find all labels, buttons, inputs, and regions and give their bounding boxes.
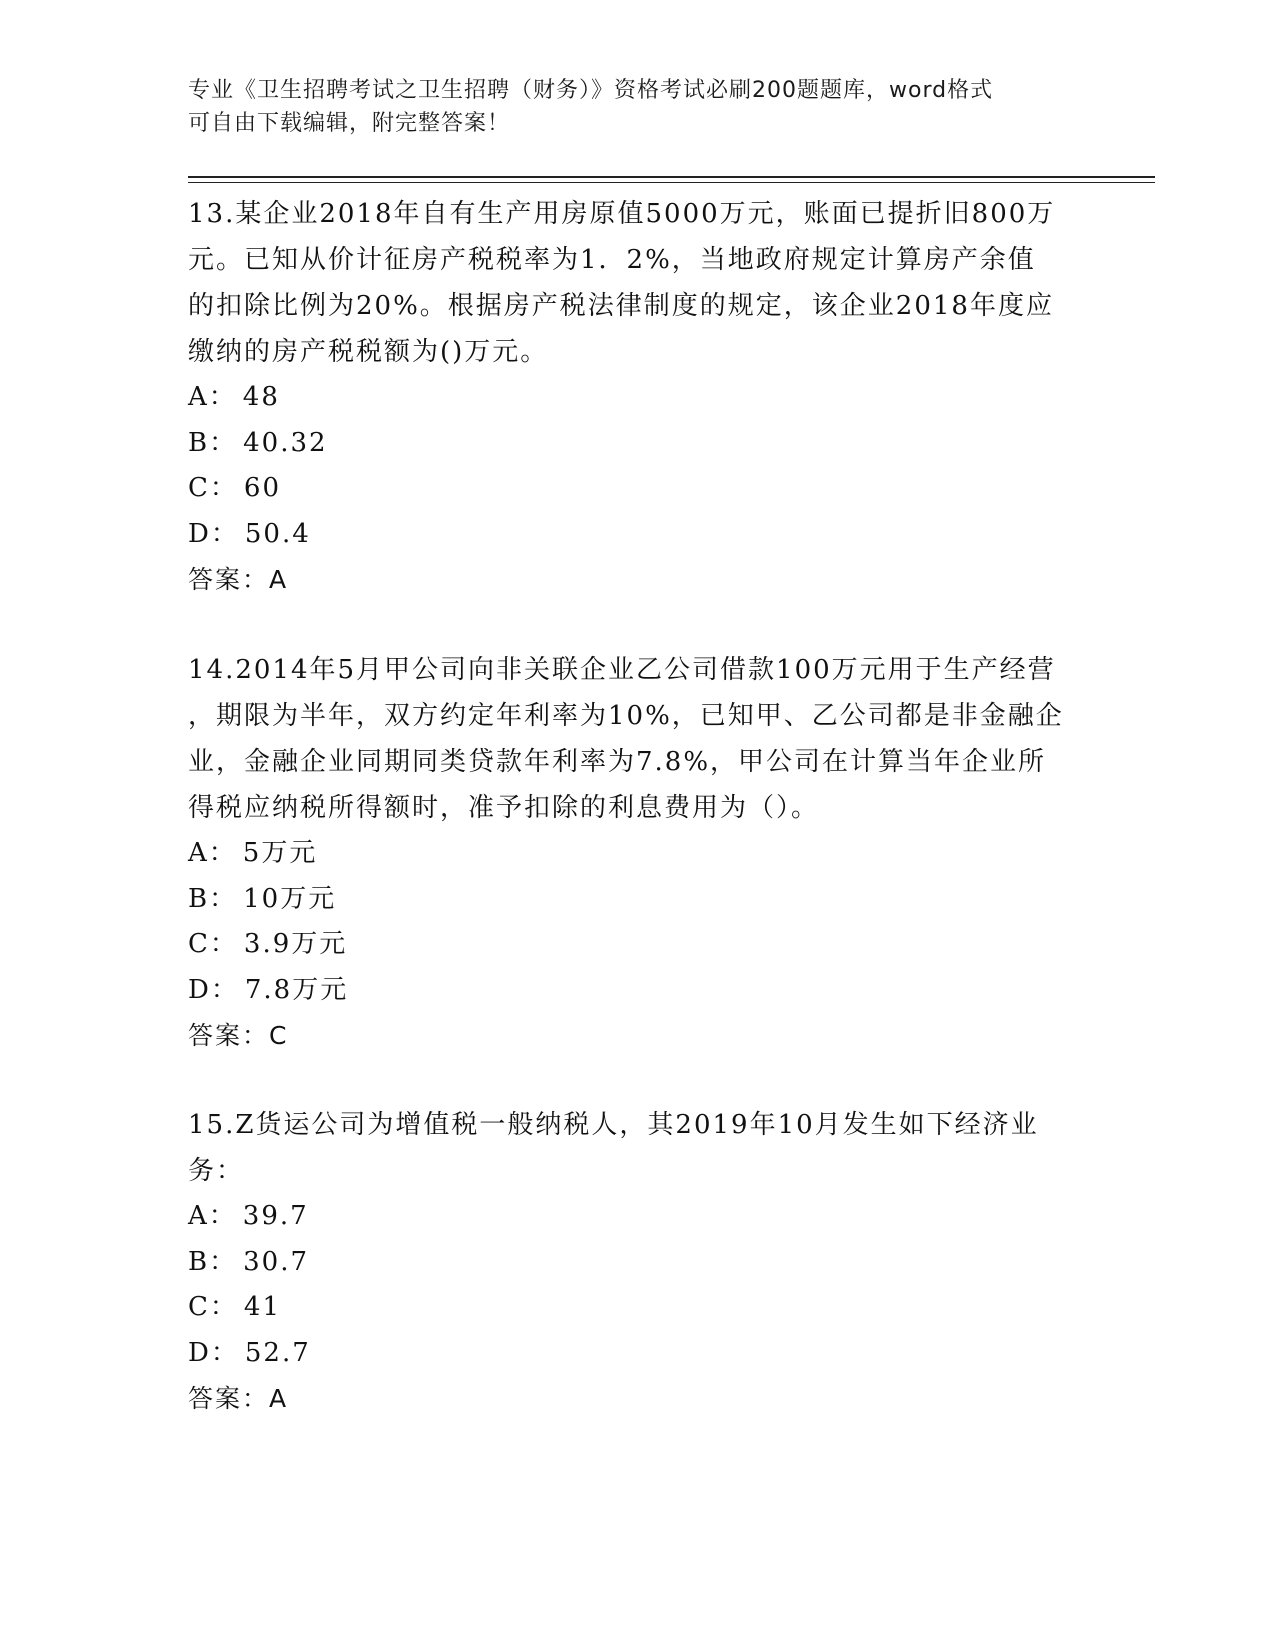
question-14 bbox=[188, 647, 1088, 1058]
answer-line: 答案：C bbox=[188, 1021, 289, 1050]
option-key: C： bbox=[188, 473, 238, 503]
option-key: B： bbox=[188, 427, 238, 458]
option-value: 48 bbox=[242, 382, 280, 412]
option-key: C： bbox=[188, 929, 238, 959]
question-stem-line: 元。已知从价计征房产税税率为1．2%，当地政府规定计算房产余值 bbox=[188, 245, 1036, 275]
option-value: 30.7 bbox=[243, 1246, 309, 1277]
option-key: B： bbox=[188, 1246, 238, 1277]
question-stem-line: 业，金融企业同期同类贷款年利率为7.8%，甲公司在计算当年企业所 bbox=[188, 747, 1047, 777]
option-value: 5万元 bbox=[242, 838, 318, 868]
header-title-line-2: 可自由下载编辑，附完整答案！ bbox=[188, 111, 511, 136]
option-value: 10万元 bbox=[243, 883, 337, 914]
option-key: D： bbox=[188, 1337, 239, 1368]
question-stem-line: ，期限为半年，双方约定年利率为10%，已知甲、乙公司都是非金融企 bbox=[188, 701, 1064, 731]
option-a bbox=[188, 831, 1088, 877]
option-key: A： bbox=[188, 382, 237, 412]
document-header bbox=[188, 74, 1088, 140]
option-d bbox=[188, 968, 1088, 1014]
option-b bbox=[188, 877, 1088, 923]
option-c bbox=[188, 922, 1088, 968]
option-value: 3.9万元 bbox=[243, 929, 348, 959]
option-key: A： bbox=[188, 1201, 237, 1231]
question-15 bbox=[188, 1102, 1088, 1421]
question-stem-line: 14.2014年5月甲公司向非关联企业乙公司借款100万元用于生产经营 bbox=[188, 655, 1056, 685]
option-key: A： bbox=[188, 838, 237, 868]
question-stem-line: 得税应纳税所得额时，准予扣除的利息费用为（）。 bbox=[188, 793, 820, 823]
question-stem-line: 务： bbox=[188, 1156, 245, 1186]
question-stem-line: 的扣除比例为20%。根据房产税法律制度的规定，该企业2018年度应 bbox=[188, 291, 1054, 321]
option-key: C： bbox=[188, 1292, 238, 1322]
question-stem-line: 15.Z货运公司为增值税一般纳税人，其2019年10月发生如下经济业 bbox=[188, 1110, 1039, 1140]
header-title-line-1: 专业《卫生招聘考试之卫生招聘（财务）》资格考试必刷200题题库，word格式 bbox=[188, 78, 994, 103]
option-c bbox=[188, 1285, 1088, 1331]
option-value: 60 bbox=[243, 473, 281, 503]
option-d bbox=[188, 512, 1088, 558]
option-d bbox=[188, 1331, 1088, 1377]
option-key: D： bbox=[188, 518, 239, 549]
option-value: 39.7 bbox=[242, 1201, 309, 1231]
option-a bbox=[188, 1194, 1088, 1240]
header-rule-thin bbox=[188, 182, 1155, 183]
header-rule-thick bbox=[188, 176, 1155, 178]
option-b bbox=[188, 421, 1088, 467]
option-value: 40.32 bbox=[243, 427, 328, 458]
option-value: 7.8万元 bbox=[244, 974, 349, 1005]
option-value: 50.4 bbox=[244, 518, 311, 549]
question-stem-line: 缴纳的房产税税额为()万元。 bbox=[188, 337, 549, 367]
option-b bbox=[188, 1240, 1088, 1286]
option-a bbox=[188, 375, 1088, 421]
option-key: D： bbox=[188, 974, 239, 1005]
option-value: 52.7 bbox=[244, 1337, 311, 1368]
answer-line: 答案：A bbox=[188, 1384, 289, 1413]
answer-line: 答案：A bbox=[188, 565, 289, 594]
question-stem-line: 13.某企业2018年自有生产用房原值5000万元，账面已提折旧800万 bbox=[188, 199, 1056, 229]
option-c bbox=[188, 466, 1088, 512]
option-value: 41 bbox=[243, 1292, 281, 1322]
option-key: B： bbox=[188, 883, 238, 914]
question-13 bbox=[188, 191, 1088, 602]
